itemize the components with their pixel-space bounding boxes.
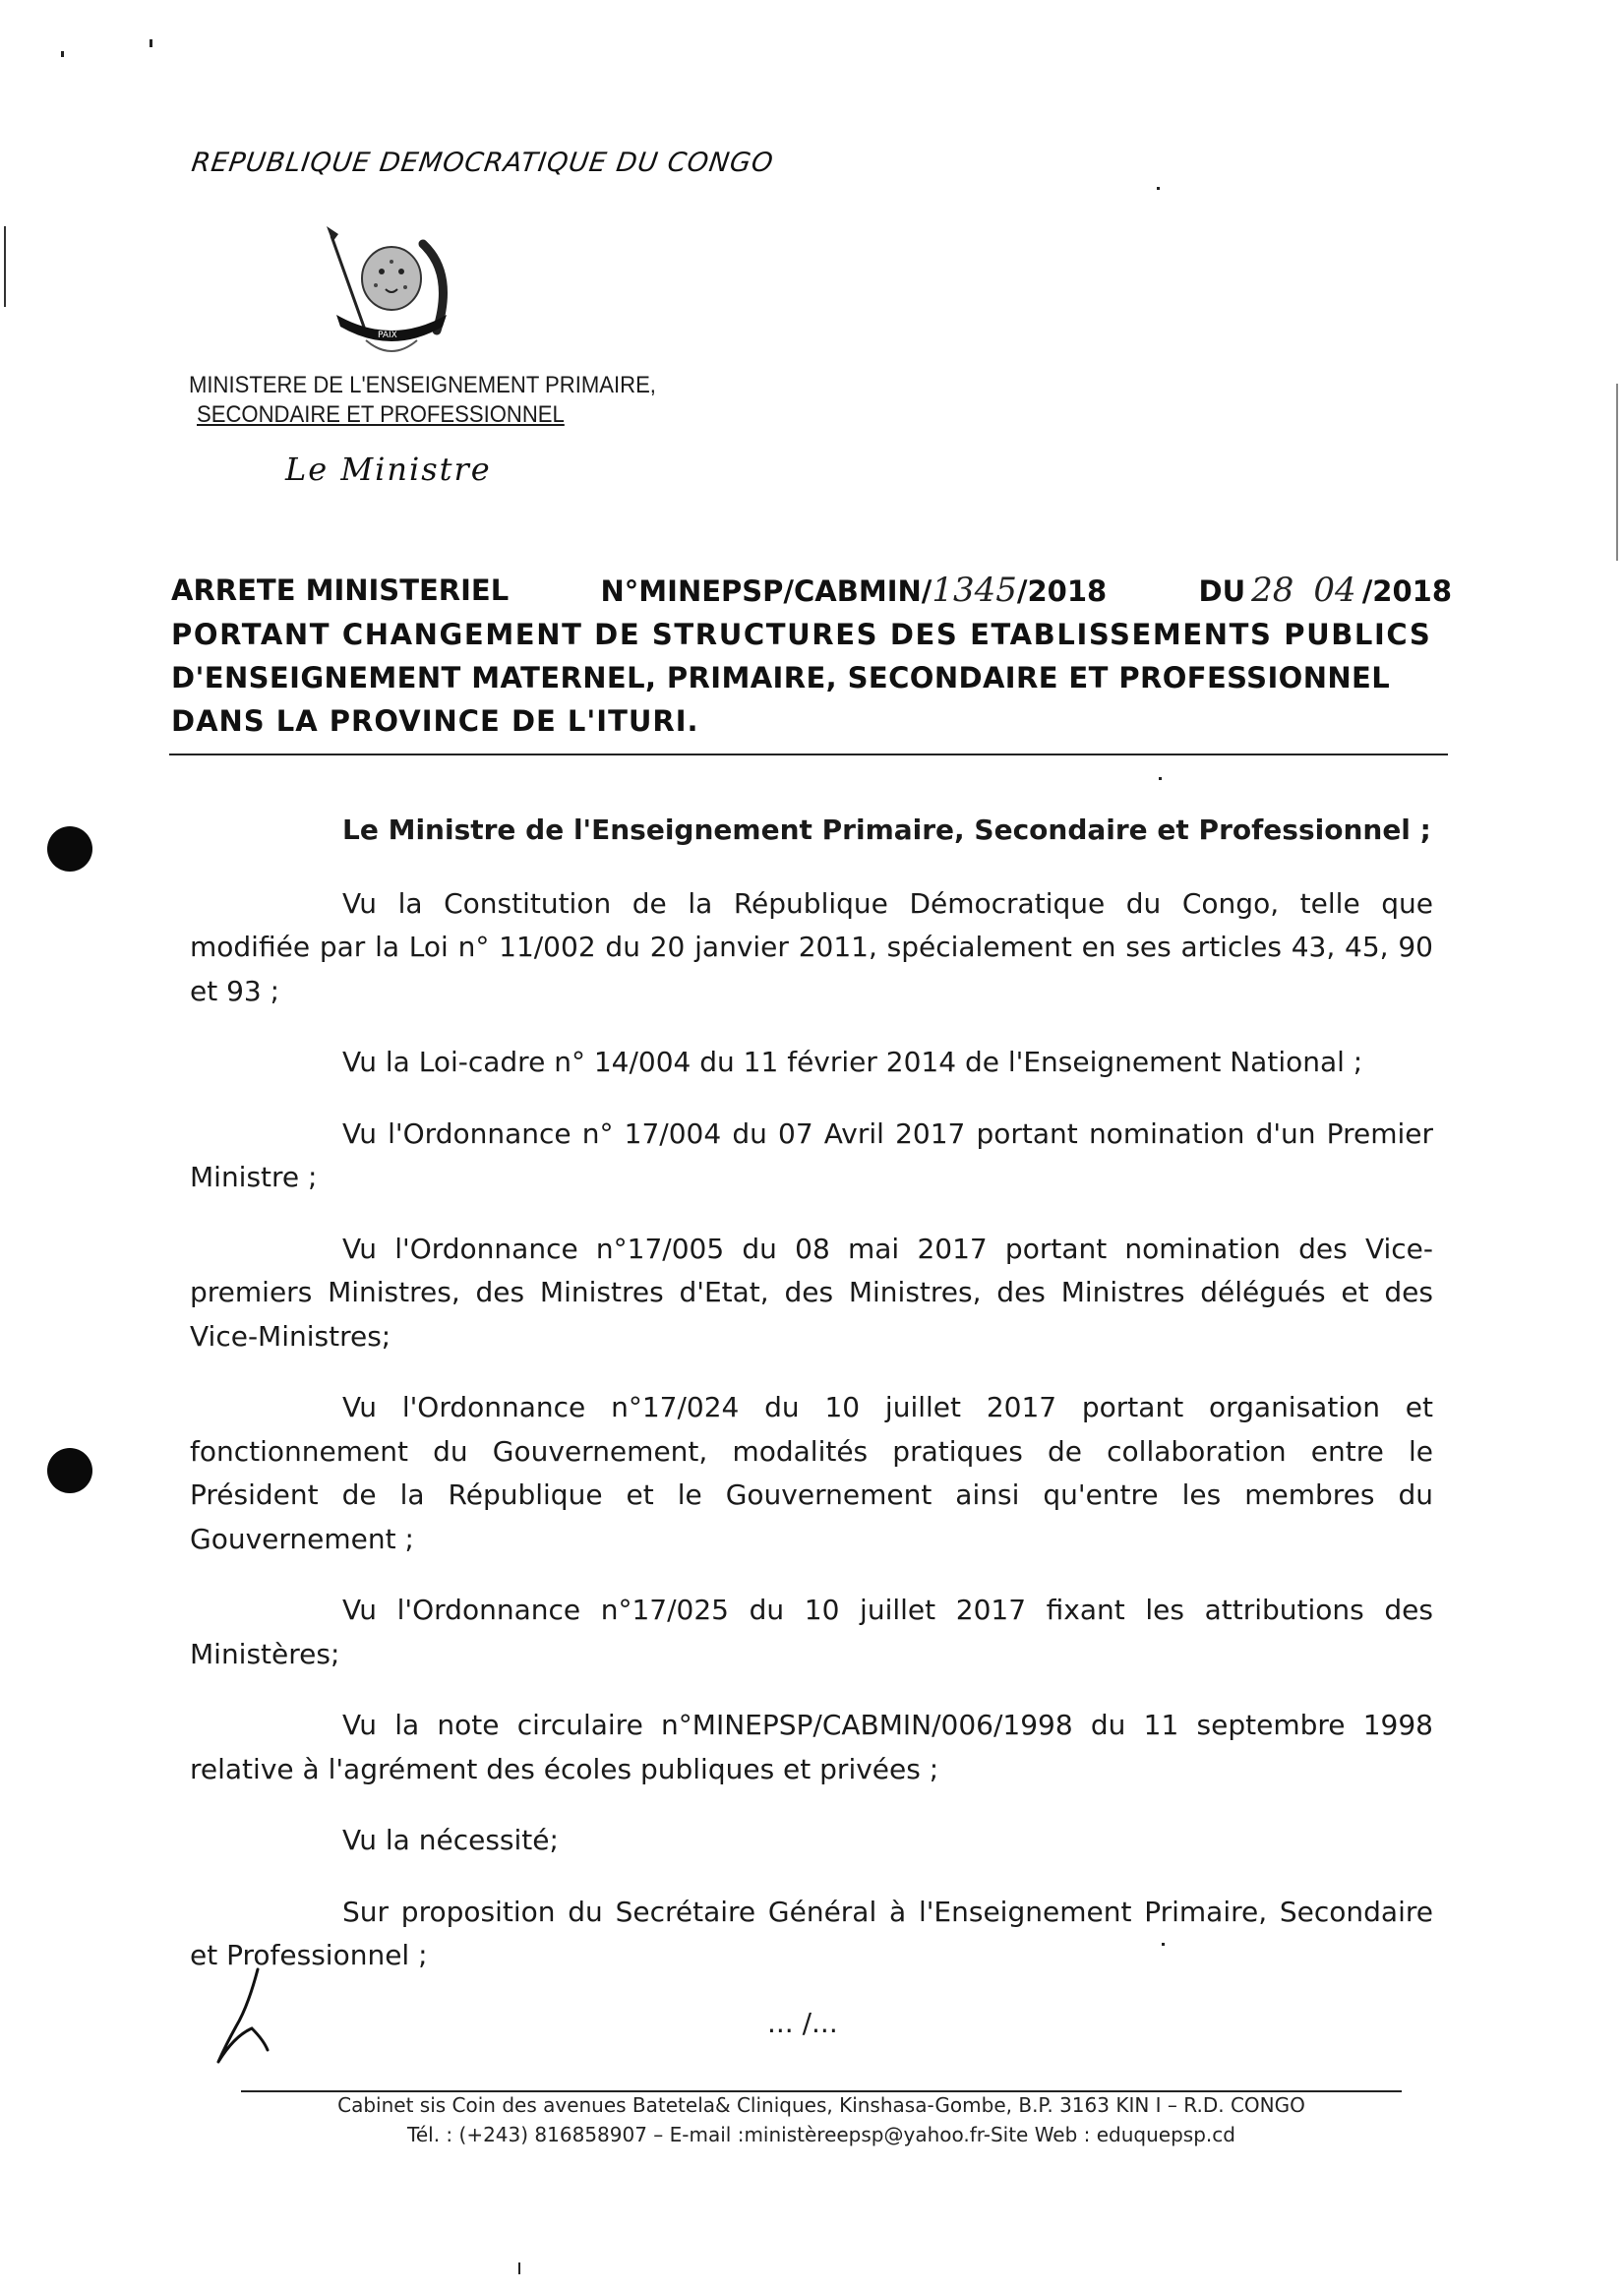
decree-title-line2: PORTANT CHANGEMENT DE STRUCTURES DES ETABLISSEMENTS PUBLICS xyxy=(171,618,1432,651)
intro-line: Le Ministre de l'Enseignement Primaire, Secondaire et Professionnel ; xyxy=(342,814,1431,846)
ministry-name-line1: MINISTERE DE L'ENSEIGNEMENT PRIMAIRE, xyxy=(189,372,656,398)
ministry-name-line2: SECONDAIRE ET PROFESSIONNEL xyxy=(197,401,565,428)
scan-edge-line xyxy=(1616,384,1618,561)
minister-title: Le Ministre xyxy=(285,451,492,488)
footer-contact: Tél. : (+243) 816858907 – E-mail :ministèreepsp@yahoo.fr-Site Web : eduquepsp.cd xyxy=(407,2123,1235,2146)
coat-of-arms-icon xyxy=(307,224,474,362)
decree-title-line4: DANS LA PROVINCE DE L'ITURI. xyxy=(171,704,699,738)
decree-title-line3: D'ENSEIGNEMENT MATERNEL, PRIMAIRE, SECONDAIRE ET PROFESSIONNEL xyxy=(171,661,1391,694)
considerant-paragraph: Vu l'Ordonnance n° 17/004 du 07 Avril 2017 portant nomination d'un Premier Ministre ; xyxy=(190,1116,1433,1193)
considerant-paragraph: Vu la Loi-cadre n° 14/004 du 11 février 2014 de l'Enseignement National ; xyxy=(342,1046,1363,1078)
considerant-paragraph: Vu l'Ordonnance n°17/005 du 08 mai 2017 portant nomination des Vice-premiers Ministres, des Ministres d'Etat, des Ministres, des Ministres délégués et des Vice-Ministres; xyxy=(190,1232,1433,1353)
scan-speck xyxy=(1159,777,1162,780)
handwritten-month: 04 xyxy=(1313,571,1356,610)
footer-address: Cabinet sis Coin des avenues Batetela& Cliniques, Kinshasa-Gombe, B.P. 3163 KIN I – R.D. CONGO xyxy=(337,2093,1305,2117)
decree-title xyxy=(171,569,1452,743)
decree-type: ARRETE MINISTERIEL xyxy=(171,573,510,607)
title-underline xyxy=(169,754,1448,755)
handwritten-number: 1345 xyxy=(932,571,1017,610)
considerant-paragraph: Vu la nécessité; xyxy=(342,1824,559,1856)
page-continuation: ... /... xyxy=(767,2007,838,2039)
handwritten-day: 28 xyxy=(1251,571,1294,610)
decree-number: N°MINEPSP/CABMIN/1345/2018 xyxy=(600,571,1108,610)
scan-speck xyxy=(150,39,152,47)
considerant-paragraph: Vu l'Ordonnance n°17/025 du 10 juillet 2017 fixant les attributions des Ministères; xyxy=(190,1594,1433,1670)
republic-heading: REPUBLIQUE DEMOCRATIQUE DU CONGO xyxy=(189,148,776,178)
punch-hole xyxy=(47,826,92,872)
svg-text:PAIX: PAIX xyxy=(378,331,397,340)
considerant-paragraph: Vu la note circulaire n°MINEPSP/CABMIN/006/1998 du 11 septembre 1998 relative à l'agrément des écoles publiques et privées ; xyxy=(190,1709,1433,1785)
considerant-paragraph: Vu l'Ordonnance n°17/024 du 10 juillet 2017 portant organisation et fonctionnement du Gouvernement, modalités pratiques de collaboration entre le Président de la République et le Gouvernement ainsi qu'entre les membres du Gouvernement ; xyxy=(190,1391,1433,1555)
punch-hole xyxy=(47,1448,92,1493)
footer-rule xyxy=(241,2090,1402,2092)
decree-body xyxy=(190,809,1433,2006)
scan-speck xyxy=(61,51,64,57)
considerant-paragraph: Vu la Constitution de la République Démocratique du Congo, telle que modifiée par la Loi n° 11/002 du 20 janvier 2011, spécialement en ses articles 43, 45, 90 et 93 ; xyxy=(190,886,1433,1007)
decree-reference-line xyxy=(171,569,1452,613)
scan-speck xyxy=(1157,187,1160,190)
handwritten-initials xyxy=(209,1967,297,2066)
scan-speck xyxy=(518,2262,520,2274)
scan-edge-line xyxy=(4,226,6,307)
decree-date: DU 28 04 /2018 xyxy=(1198,571,1452,610)
considerant-paragraph: Sur proposition du Secrétaire Général à l'Enseignement Primaire, Secondaire et Professionnel ; xyxy=(190,1895,1433,1971)
